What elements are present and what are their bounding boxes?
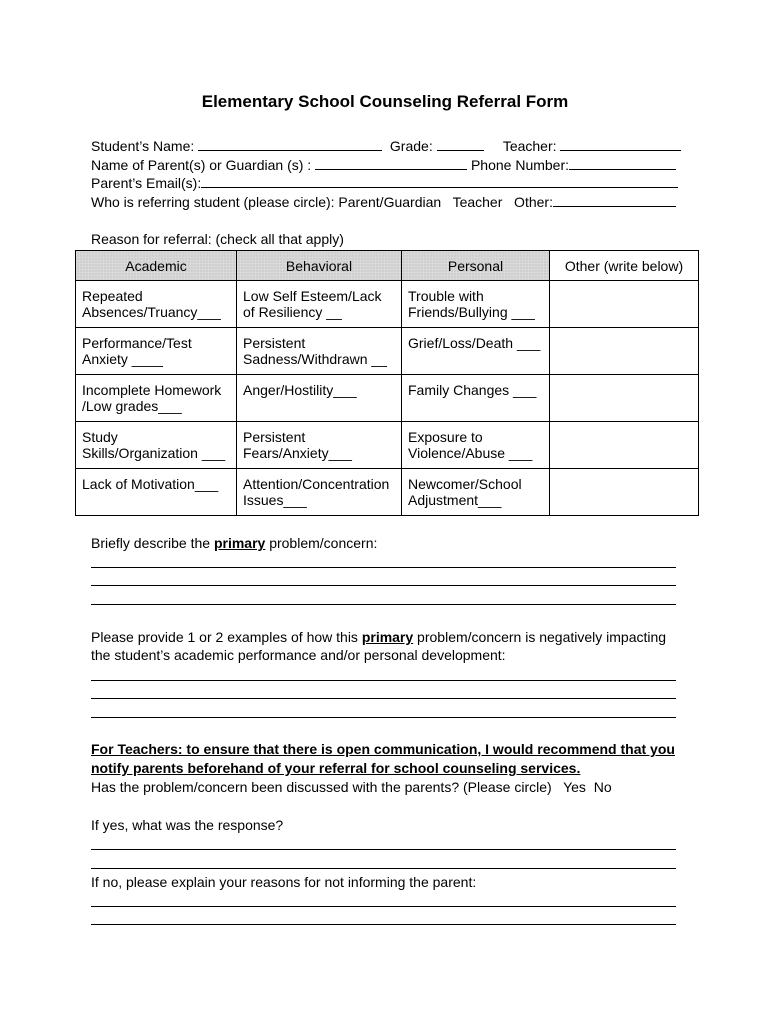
- cell-behavioral: Attention/Concentration Issues___: [237, 469, 402, 516]
- cell-academic: Study Skills/Organization ___: [76, 422, 237, 469]
- header-academic: Academic: [76, 251, 237, 281]
- cell-other[interactable]: [550, 422, 699, 469]
- yes-response-prompt: If yes, what was the response?: [91, 817, 284, 833]
- cell-academic: Incomplete Homework /Low grades___: [76, 375, 237, 422]
- table-header-row: [76, 251, 699, 281]
- no-explanation-prompt: If no, please explain your reasons for not informing the parent:: [91, 874, 477, 890]
- yes-answer-line-2[interactable]: [91, 868, 676, 869]
- cell-personal: Newcomer/School Adjustment___: [402, 469, 550, 516]
- examples-answer-line-3[interactable]: [91, 717, 676, 718]
- cell-behavioral: Low Self Esteem/Lack of Resiliency __: [237, 281, 402, 328]
- referrer-other-field[interactable]: [553, 193, 676, 207]
- cell-behavioral: Anger/Hostility___: [237, 375, 402, 422]
- cell-other[interactable]: [550, 328, 699, 375]
- header-behavioral: Behavioral: [237, 251, 402, 281]
- cell-behavioral: Persistent Sadness/Withdrawn __: [237, 328, 402, 375]
- cell-other[interactable]: [550, 469, 699, 516]
- examples-answer-line-2[interactable]: [91, 698, 676, 699]
- table-row: [76, 422, 699, 469]
- parent-name-label: Name of Parent(s) or Guardian (s) :: [91, 157, 312, 173]
- teacher-label: Teacher:: [502, 138, 557, 154]
- cell-other[interactable]: [550, 281, 699, 328]
- primary-answer-line-1[interactable]: [91, 567, 676, 568]
- parents-discussed-question: Has the problem/concern been discussed with the parents? (Please circle) Yes No: [91, 779, 612, 795]
- phone-field[interactable]: [569, 156, 676, 170]
- cell-personal: Exposure to Violence/Abuse ___: [402, 422, 550, 469]
- header-personal: Personal: [402, 251, 550, 281]
- cell-other[interactable]: [550, 375, 699, 422]
- referral-reasons-table: [75, 250, 699, 516]
- student-info-line: [91, 137, 681, 155]
- parent-name-field[interactable]: [315, 156, 467, 170]
- table-row: [76, 281, 699, 328]
- parent-email-field[interactable]: [201, 174, 678, 188]
- referrer-line: [91, 193, 676, 211]
- parent-email-line: [91, 174, 678, 192]
- examples-answer-line-1[interactable]: [91, 680, 676, 681]
- primary-answer-line-2[interactable]: [91, 585, 676, 586]
- table-row: [76, 328, 699, 375]
- cell-personal: Grief/Loss/Death ___: [402, 328, 550, 375]
- phone-label: Phone Number:: [470, 157, 570, 173]
- cell-behavioral: Persistent Fears/Anxiety___: [237, 422, 402, 469]
- cell-academic: Repeated Absences/Truancy___: [76, 281, 237, 328]
- table-row: [76, 375, 699, 422]
- cell-personal: Family Changes ___: [402, 375, 550, 422]
- cell-academic: Lack of Motivation___: [76, 469, 237, 516]
- referrer-label: Who is referring student (please circle): Parent/Guardian Teacher Other:: [91, 194, 553, 210]
- primary-problem-prompt: Briefly describe the primary problem/concern:: [91, 535, 378, 551]
- form-title: Elementary School Counseling Referral Form: [201, 92, 569, 111]
- student-name-label: Student’s Name:: [91, 138, 195, 154]
- parent-email-label: Parent’s Email(s):: [91, 175, 202, 191]
- header-other: Other (write below): [550, 251, 699, 281]
- no-answer-line-1[interactable]: [91, 906, 676, 907]
- grade-label: Grade:: [389, 138, 433, 154]
- examples-prompt-line-2: the student’s academic performance and/or personal development:: [91, 647, 506, 663]
- no-answer-line-2[interactable]: [91, 924, 676, 925]
- teacher-notice-line-1: For Teachers: to ensure that there is open communication, I would recommend that you: [91, 741, 675, 757]
- table-row: [76, 469, 699, 516]
- teacher-field[interactable]: [560, 137, 681, 151]
- cell-personal: Trouble with Friends/Bullying ___: [402, 281, 550, 328]
- primary-emphasis: primary: [213, 535, 266, 551]
- examples-primary-emphasis: primary: [361, 629, 414, 645]
- parent-info-line: [91, 156, 676, 174]
- primary-answer-line-3[interactable]: [91, 604, 676, 605]
- cell-academic: Performance/Test Anxiety ____: [76, 328, 237, 375]
- examples-prompt-line-1: Please provide 1 or 2 examples of how this primary problem/concern is negatively impacting: [91, 629, 667, 645]
- yes-answer-line-1[interactable]: [91, 849, 676, 850]
- reason-label: Reason for referral: (check all that apply): [91, 231, 344, 247]
- student-name-field[interactable]: [198, 137, 382, 151]
- teacher-notice-line-2: notify parents beforehand of your referral for school counseling services.: [91, 760, 581, 776]
- grade-field[interactable]: [437, 137, 484, 151]
